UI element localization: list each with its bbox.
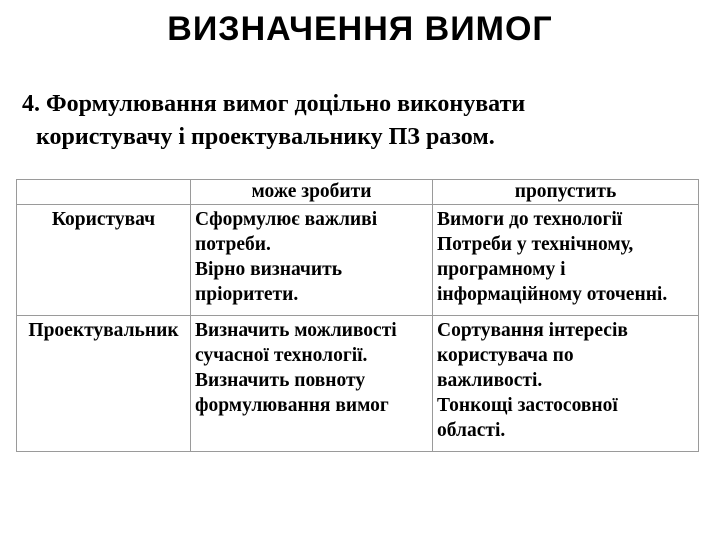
- role-cell: Проектувальник: [17, 316, 191, 452]
- cell-line: сучасної технології.: [195, 345, 368, 366]
- cell-line: програмному і: [437, 259, 566, 280]
- cell-line: Потреби у технічному,: [437, 234, 634, 255]
- requirements-table: [16, 179, 699, 452]
- will-miss-cell: [433, 316, 699, 452]
- cell-line: користувача по: [437, 345, 574, 366]
- table-row: [17, 205, 699, 316]
- table-row: [17, 316, 699, 452]
- intro-line-1: 4. Формулювання вимог доцільно виконувати: [22, 91, 526, 117]
- can-do-cell: [191, 205, 433, 316]
- will-miss-cell: [433, 205, 699, 316]
- cell-line: важливості.: [437, 370, 543, 391]
- header-can-do: може зробити: [191, 180, 433, 205]
- intro-line-2: користувачу і проектувальнику ПЗ разом.: [36, 124, 495, 150]
- cell-line: Сформулює важливі: [195, 209, 378, 230]
- table-header-row: [17, 180, 699, 205]
- header-will-miss: пропустить: [433, 180, 699, 205]
- cell-line: Вірно визначить: [195, 259, 343, 280]
- cell-line: Визначить можливості: [195, 320, 397, 341]
- cell-line: Вимоги до технології: [437, 209, 623, 230]
- cell-line: Тонкощі застосовної: [437, 395, 618, 416]
- cell-line: інформаційному оточенні.: [437, 284, 668, 305]
- can-do-cell: [191, 316, 433, 452]
- intro-statement: [22, 88, 702, 154]
- role-cell: Користувач: [17, 205, 191, 316]
- cell-line: формулювання вимог: [195, 395, 389, 416]
- slide-title: ВИЗНАЧЕННЯ ВИМОГ: [167, 10, 553, 48]
- cell-line: Визначить повноту: [195, 370, 366, 391]
- cell-line: області.: [437, 420, 506, 441]
- header-role: [17, 180, 191, 205]
- cell-line: потреби.: [195, 234, 271, 255]
- cell-line: пріоритети.: [195, 284, 299, 305]
- cell-line: Сортування інтересів: [437, 320, 628, 341]
